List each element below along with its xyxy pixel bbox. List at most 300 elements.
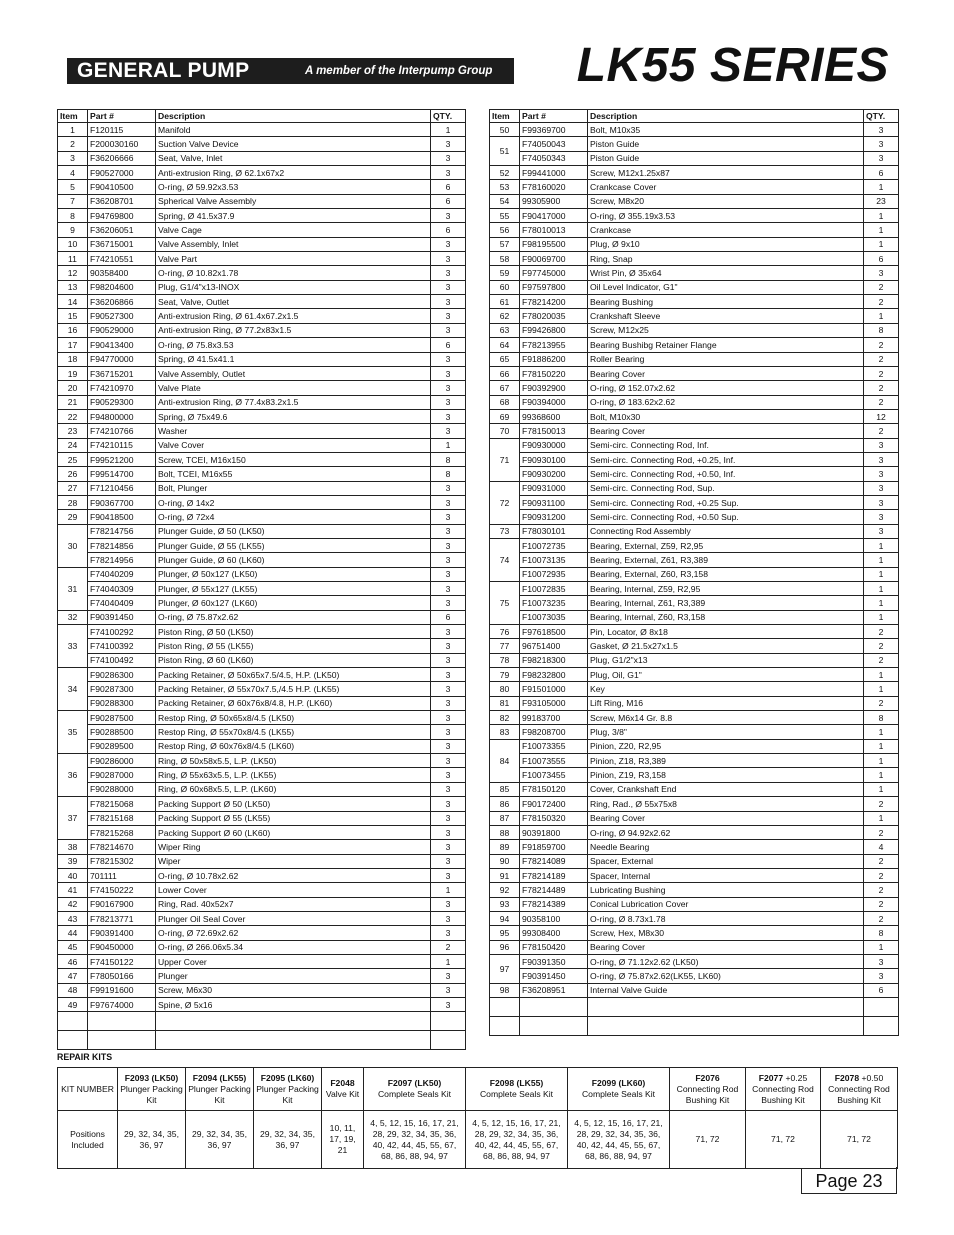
table-row	[490, 682, 899, 696]
part-qty: 2	[864, 381, 899, 395]
blank-cell	[490, 997, 520, 1016]
table-row	[58, 969, 466, 983]
table-row	[58, 338, 466, 352]
table-row	[58, 495, 466, 509]
kit-description: Complete Seals Kit	[377, 1089, 452, 1099]
table-row	[490, 538, 899, 552]
item-number: 23	[58, 424, 88, 438]
part-qty: 1	[864, 237, 899, 251]
part-number: F90367700	[88, 495, 156, 509]
item-number: 4	[58, 166, 88, 180]
part-number: F90394000	[520, 395, 588, 409]
part-number: F90289500	[88, 739, 156, 753]
part-number: F36206866	[88, 295, 156, 309]
item-number: 34	[58, 668, 88, 711]
part-number: F78020035	[520, 309, 588, 323]
part-number: F90931000	[520, 481, 588, 495]
part-qty: 3	[431, 696, 466, 710]
part-description: Packing Support Ø 55 (LK55)	[156, 811, 431, 825]
table-row	[490, 567, 899, 581]
table-row	[58, 754, 466, 768]
part-description: O-ring, Ø 72x4	[156, 510, 431, 524]
part-qty: 3	[864, 151, 899, 165]
part-qty: 2	[864, 868, 899, 882]
table-row	[490, 797, 899, 811]
part-description: Ring, Snap	[588, 252, 864, 266]
part-number: F90391350	[520, 954, 588, 968]
table-row	[58, 668, 466, 682]
table-row	[58, 209, 466, 223]
item-number: 5	[58, 180, 88, 194]
part-qty: 3	[431, 625, 466, 639]
part-qty: 6	[431, 338, 466, 352]
table-row	[58, 438, 466, 452]
part-number: 99305900	[520, 194, 588, 208]
part-number: F74150122	[88, 954, 156, 968]
part-description: Lubricating Bushing	[588, 883, 864, 897]
part-number: 701111	[88, 868, 156, 882]
part-description: Wrist Pin, Ø 35x64	[588, 266, 864, 280]
part-description: Bolt, TCEI, M16x55	[156, 467, 431, 481]
part-qty: 6	[864, 166, 899, 180]
part-qty: 3	[431, 596, 466, 610]
table-row	[58, 582, 466, 596]
part-number: F90286300	[88, 668, 156, 682]
part-description: O-ring, Ø 266.06x5.34	[156, 940, 431, 954]
part-description: Wiper	[156, 854, 431, 868]
table-row	[490, 711, 899, 725]
part-qty: 6	[431, 223, 466, 237]
part-qty: 3	[431, 825, 466, 839]
part-qty: 1	[864, 309, 899, 323]
part-number: F99514700	[88, 467, 156, 481]
table-row	[490, 811, 899, 825]
item-number: 31	[58, 567, 88, 610]
part-description: Valve Cover	[156, 438, 431, 452]
table-row	[58, 596, 466, 610]
item-number: 14	[58, 295, 88, 309]
part-number: F90527300	[88, 309, 156, 323]
part-qty: 2	[864, 338, 899, 352]
part-description: Valve Assembly, Outlet	[156, 366, 431, 380]
table-row	[490, 840, 899, 854]
part-description: Plug, 3/8"	[588, 725, 864, 739]
table-row	[58, 481, 466, 495]
part-number: F36715001	[88, 237, 156, 251]
part-description: Pin, Locator, Ø 8x18	[588, 625, 864, 639]
part-number: F97597800	[520, 280, 588, 294]
part-description: Ring, Ø 60x68x5.5, L.P. (LK60)	[156, 782, 431, 796]
table-row	[58, 553, 466, 567]
table-row	[490, 467, 899, 481]
table-row	[58, 610, 466, 624]
table-row	[490, 768, 899, 782]
part-number: F99369700	[520, 123, 588, 137]
item-number: 90	[490, 854, 520, 868]
part-description: Spherical Valve Assembly	[156, 194, 431, 208]
part-qty: 3	[431, 811, 466, 825]
part-number: F74040309	[88, 582, 156, 596]
item-number: 28	[58, 495, 88, 509]
table-row	[490, 653, 899, 667]
part-number: F10073555	[520, 754, 588, 768]
item-number: 1	[58, 123, 88, 137]
part-number: F200030160	[88, 137, 156, 151]
part-description: Spine, Ø 5x16	[156, 997, 431, 1011]
part-number: F78213955	[520, 338, 588, 352]
item-number: 58	[490, 252, 520, 266]
part-description: Packing Retainer, Ø 50x65x7.5/4.5, H.P. (LK50)	[156, 668, 431, 682]
item-number: 29	[58, 510, 88, 524]
item-number: 53	[490, 180, 520, 194]
part-description: Seat, Valve, Outlet	[156, 295, 431, 309]
item-number: 35	[58, 711, 88, 754]
kit-number-label: KIT NUMBER	[58, 1068, 118, 1111]
table-row	[490, 524, 899, 538]
table-row	[490, 969, 899, 983]
part-qty: 3	[431, 381, 466, 395]
part-qty: 3	[431, 725, 466, 739]
kit-description: Connecting Rod Bushing Kit	[676, 1083, 739, 1105]
part-description: Valve Part	[156, 252, 431, 266]
part-number: F78030101	[520, 524, 588, 538]
part-number: F90410500	[88, 180, 156, 194]
col-item: Item	[58, 110, 88, 123]
part-qty: 8	[864, 926, 899, 940]
part-number: F36206666	[88, 151, 156, 165]
part-description: Bearing, External, Z59, R2,95	[588, 538, 864, 552]
part-description: Packing Support Ø 60 (LK60)	[156, 825, 431, 839]
part-description: Semi-circ. Connecting Rod, Sup.	[588, 481, 864, 495]
table-row	[490, 438, 899, 452]
item-number: 3	[58, 151, 88, 165]
item-number: 47	[58, 969, 88, 983]
item-number: 74	[490, 538, 520, 581]
part-description: Packing Support Ø 50 (LK50)	[156, 797, 431, 811]
part-number: F10073355	[520, 739, 588, 753]
part-description: Plunger, Ø 60x127 (LK60)	[156, 596, 431, 610]
item-number: 79	[490, 668, 520, 682]
table-row	[58, 811, 466, 825]
kit-description: Connecting Rod Bushing Kit	[828, 1083, 890, 1105]
part-number: F10072835	[520, 582, 588, 596]
part-qty: 3	[431, 352, 466, 366]
part-qty: 3	[431, 668, 466, 682]
item-number: 54	[490, 194, 520, 208]
item-number: 52	[490, 166, 520, 180]
part-qty: 1	[864, 610, 899, 624]
part-description: Semi-circ. Connecting Rod, Inf.	[588, 438, 864, 452]
col-qty: QTY.	[864, 110, 899, 123]
part-qty: 3	[431, 739, 466, 753]
part-qty: 4	[864, 840, 899, 854]
part-description: Screw, TCEI, M16x150	[156, 452, 431, 466]
table-row	[490, 194, 899, 208]
item-number: 64	[490, 338, 520, 352]
part-number: F93105000	[520, 696, 588, 710]
part-number: F78150420	[520, 940, 588, 954]
part-qty: 3	[864, 524, 899, 538]
part-description: Spring, Ø 75x49.6	[156, 409, 431, 423]
part-qty: 3	[431, 323, 466, 337]
part-qty: 3	[431, 295, 466, 309]
table-row	[58, 854, 466, 868]
table-row	[58, 868, 466, 882]
item-number: 51	[490, 137, 520, 166]
part-description: Lift Ring, M16	[588, 696, 864, 710]
item-number: 9	[58, 223, 88, 237]
item-number: 98	[490, 983, 520, 997]
table-row	[490, 409, 899, 423]
part-number: F90930100	[520, 452, 588, 466]
part-qty: 3	[864, 510, 899, 524]
item-number: 89	[490, 840, 520, 854]
item-number: 95	[490, 926, 520, 940]
item-number: 93	[490, 897, 520, 911]
part-description: O-ring, Ø 183.62x2.62	[588, 395, 864, 409]
table-row	[58, 266, 466, 280]
part-description: Pinion, Z19, R3,158	[588, 768, 864, 782]
table-row	[490, 481, 899, 495]
part-qty: 2	[864, 696, 899, 710]
part-qty: 1	[864, 553, 899, 567]
part-description: O-ring, Ø 355.19x3.53	[588, 209, 864, 223]
table-row	[58, 997, 466, 1011]
brand-name: GENERAL PUMP	[77, 59, 250, 82]
col-desc: Description	[156, 110, 431, 123]
part-description: Restop Ring, Ø 55x70x8/4.5 (LK55)	[156, 725, 431, 739]
blank-row	[58, 1031, 466, 1050]
part-number: F78214756	[88, 524, 156, 538]
blank-row	[490, 1016, 899, 1035]
table-row	[490, 452, 899, 466]
part-description: Ring, Rad. 40x52x7	[156, 897, 431, 911]
table-row	[58, 352, 466, 366]
part-description: Ring, Rad., Ø 55x75x8	[588, 797, 864, 811]
blank-cell	[58, 1012, 88, 1031]
blank-cell	[58, 1031, 88, 1050]
part-number: F36208701	[88, 194, 156, 208]
part-number: F78215302	[88, 854, 156, 868]
part-qty: 1	[864, 725, 899, 739]
part-qty: 1	[864, 582, 899, 596]
part-description: O-ring, Ø 75.87x2.62(LK55, LK60)	[588, 969, 864, 983]
table-row	[490, 366, 899, 380]
repair-kits-title: REPAIR KITS	[57, 1052, 113, 1062]
kit-header	[254, 1068, 322, 1111]
item-number: 42	[58, 897, 88, 911]
kit-header	[364, 1068, 466, 1111]
part-number: F78160020	[520, 180, 588, 194]
item-number: 20	[58, 381, 88, 395]
part-qty: 3	[431, 582, 466, 596]
item-number: 48	[58, 983, 88, 997]
table-row	[58, 711, 466, 725]
part-description: Restop Ring, Ø 50x65x8/4.5 (LK50)	[156, 711, 431, 725]
table-row	[58, 151, 466, 165]
part-description: Bearing, Internal, Z60, R3,158	[588, 610, 864, 624]
part-qty: 2	[864, 825, 899, 839]
part-qty: 3	[431, 926, 466, 940]
item-number: 12	[58, 266, 88, 280]
part-description: Spacer, External	[588, 854, 864, 868]
part-number: F10072935	[520, 567, 588, 581]
part-description: Bolt, M10x30	[588, 409, 864, 423]
table-row	[58, 768, 466, 782]
part-qty: 3	[864, 969, 899, 983]
table-row	[58, 797, 466, 811]
item-number: 97	[490, 954, 520, 983]
part-qty: 2	[864, 883, 899, 897]
item-number: 61	[490, 295, 520, 309]
item-number: 78	[490, 653, 520, 667]
item-number: 11	[58, 252, 88, 266]
table-row	[58, 424, 466, 438]
part-description: Crankcase	[588, 223, 864, 237]
part-description: Piston Guide	[588, 137, 864, 151]
item-number: 17	[58, 338, 88, 352]
part-description: Screw, M6x14 Gr. 8.8	[588, 711, 864, 725]
part-description: Pinion, Z18, R3,389	[588, 754, 864, 768]
table-row	[490, 209, 899, 223]
part-description: Wiper Ring	[156, 840, 431, 854]
part-number: F97674000	[88, 997, 156, 1011]
table-row	[58, 954, 466, 968]
item-number: 57	[490, 237, 520, 251]
item-number: 40	[58, 868, 88, 882]
table-row	[58, 309, 466, 323]
kit-positions: 29, 32, 34, 35, 36, 97	[118, 1111, 186, 1169]
part-description: Spring, Ø 41.5x41.1	[156, 352, 431, 366]
table-row	[58, 897, 466, 911]
blank-cell	[88, 1031, 156, 1050]
blank-cell	[490, 1016, 520, 1035]
item-number: 49	[58, 997, 88, 1011]
table-row	[490, 137, 899, 151]
part-number: 99183700	[520, 711, 588, 725]
part-description: Plunger, Ø 55x127 (LK55)	[156, 582, 431, 596]
part-description: O-ring, Ø 10.82x1.78	[156, 266, 431, 280]
part-description: Anti-extrusion Ring, Ø 62.1x67x2	[156, 166, 431, 180]
kit-number: F2094 (LK55)	[192, 1072, 247, 1083]
part-description: Spacer, Internal	[588, 868, 864, 882]
col-item: Item	[490, 110, 520, 123]
table-row	[490, 323, 899, 337]
item-number: 7	[58, 194, 88, 208]
kit-description: Plunger Packing Kit	[120, 1083, 183, 1105]
table-row	[58, 825, 466, 839]
item-number: 41	[58, 883, 88, 897]
blank-cell	[864, 997, 899, 1016]
kit-description: Valve Kit	[325, 1089, 360, 1099]
part-number: F90931200	[520, 510, 588, 524]
part-description: Anti-extrusion Ring, Ø 77.4x83.2x1.5	[156, 395, 431, 409]
part-description: Screw, M8x20	[588, 194, 864, 208]
col-part: Part #	[88, 110, 156, 123]
table-row	[58, 538, 466, 552]
part-qty: 2	[864, 854, 899, 868]
part-description: Plunger Oil Seal Cover	[156, 911, 431, 925]
kit-number: F2095 (LK60)	[260, 1072, 315, 1083]
kit-oversize: +0.50	[859, 1072, 884, 1083]
item-number: 72	[490, 481, 520, 524]
item-number: 37	[58, 797, 88, 840]
part-qty: 12	[864, 409, 899, 423]
part-qty: 8	[864, 711, 899, 725]
blank-row	[490, 997, 899, 1016]
table-row	[58, 567, 466, 581]
part-number: F90450000	[88, 940, 156, 954]
part-qty: 2	[864, 352, 899, 366]
part-qty: 2	[864, 295, 899, 309]
table-row	[58, 452, 466, 466]
part-qty: 2	[864, 897, 899, 911]
table-row	[490, 825, 899, 839]
item-number: 27	[58, 481, 88, 495]
table-row	[490, 180, 899, 194]
item-number: 26	[58, 467, 88, 481]
part-number: F98204600	[88, 280, 156, 294]
part-number: F90391450	[88, 610, 156, 624]
series-title: LK55 SERIES	[576, 39, 889, 92]
part-qty: 1	[864, 596, 899, 610]
item-number: 92	[490, 883, 520, 897]
part-qty: 3	[431, 409, 466, 423]
table-row	[490, 911, 899, 925]
item-number: 55	[490, 209, 520, 223]
part-number: F90391450	[520, 969, 588, 983]
part-number: F78214489	[520, 883, 588, 897]
part-number: 90358400	[88, 266, 156, 280]
table-row	[490, 582, 899, 596]
part-qty: 3	[864, 438, 899, 452]
kit-number: F2099 (LK60)	[591, 1078, 646, 1088]
part-qty: 8	[864, 323, 899, 337]
table-row	[58, 194, 466, 208]
part-qty: 3	[864, 266, 899, 280]
part-description: Plunger Guide, Ø 60 (LK60)	[156, 553, 431, 567]
part-description: Piston Guide	[588, 151, 864, 165]
part-number: F90391400	[88, 926, 156, 940]
blank-row	[58, 1012, 466, 1031]
part-description: O-ring, Ø 152.07x2.62	[588, 381, 864, 395]
part-number: F94800000	[88, 409, 156, 423]
part-number: F78150220	[520, 366, 588, 380]
table-row	[58, 510, 466, 524]
item-number: 73	[490, 524, 520, 538]
part-qty: 3	[431, 983, 466, 997]
table-row	[490, 309, 899, 323]
part-number: F90287300	[88, 682, 156, 696]
kit-positions: 4, 5, 12, 15, 16, 17, 21, 28, 29, 32, 34, 35, 36, 40, 42, 44, 45, 55, 67, 68, 86, 88, 94, 97	[466, 1111, 568, 1169]
table-row	[58, 940, 466, 954]
brand-tagline: A member of the Interpump Group	[305, 65, 493, 77]
part-description: Connecting Rod Assembly	[588, 524, 864, 538]
item-number: 82	[490, 711, 520, 725]
part-description: Bolt, Plunger	[156, 481, 431, 495]
part-qty: 1	[864, 782, 899, 796]
part-qty: 3	[864, 123, 899, 137]
table-row	[58, 137, 466, 151]
part-number: F90287500	[88, 711, 156, 725]
part-description: Valve Cage	[156, 223, 431, 237]
table-row	[490, 610, 899, 624]
blank-cell	[431, 1012, 466, 1031]
table-row	[58, 739, 466, 753]
col-desc: Description	[588, 110, 864, 123]
part-number: F90527000	[88, 166, 156, 180]
part-description: Spring, Ø 41.5x37.9	[156, 209, 431, 223]
